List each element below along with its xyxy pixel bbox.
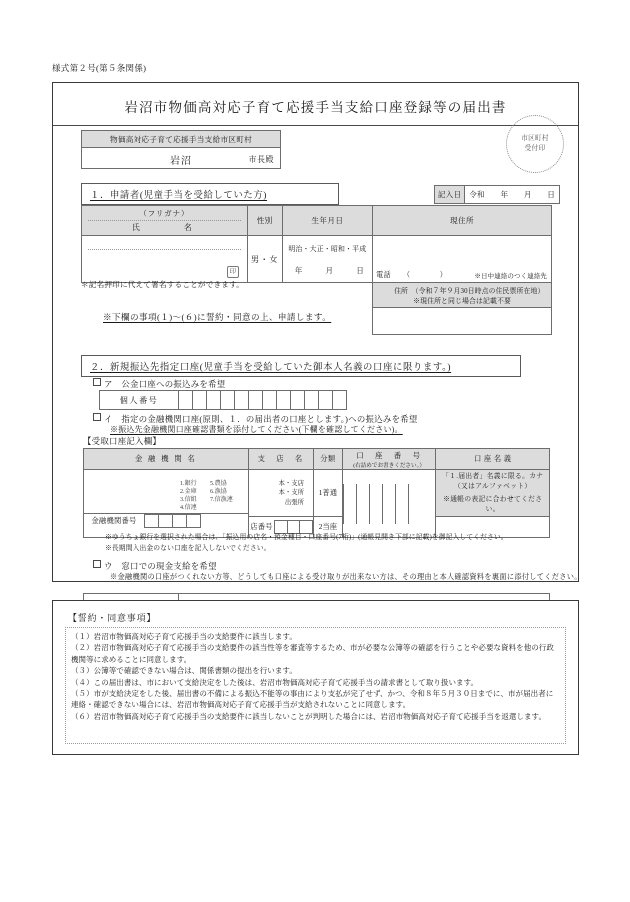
pledge-item: （５）市が支給決定をした後、届出書の不備による振込不能等の事由により支払が完了せず、かつ、令和８年５月３０日までに、市が届出者に連絡・確認できない場合には、岩沼市物価高対応子育て応援手当が支給されないことに同意します。 xyxy=(71,688,554,710)
checkbox-option-a[interactable] xyxy=(93,378,101,386)
gender-cell[interactable]: 男・女 xyxy=(247,236,282,283)
bank-name-cell[interactable] xyxy=(84,470,249,538)
mynumber-cell[interactable] xyxy=(291,391,305,410)
acct-digit[interactable] xyxy=(382,484,395,524)
seal-line2: 受付印 xyxy=(524,145,546,152)
acct-digit[interactable] xyxy=(343,484,356,524)
seal-mark-icon: 印 xyxy=(227,266,239,278)
acct-digit[interactable] xyxy=(356,484,369,524)
pledge-item: （６）岩沼市物価高対応子育て応援手当の支給要件に該当しないことが判明した場合には、岩沼市物価高対応子育て応援手当を返還します。 xyxy=(71,711,547,721)
branch-name-header: 支 店 名 xyxy=(248,449,313,470)
pledge-item: （３）公簿等で確認できない場合は、関係書類の提出を行います。 xyxy=(71,666,297,676)
bank-body-row-1 xyxy=(84,470,550,517)
main-form-box xyxy=(52,82,582,582)
section2-heading-text: ２．新規振込先指定口座(児童手当を受給していた御本人名義の口座に限ります。) xyxy=(90,363,452,373)
phone-row xyxy=(373,270,551,282)
applicant-input-row xyxy=(82,236,552,283)
receive-account-label: 【受取口座記入欄】 xyxy=(83,437,162,446)
section1-heading-text: １．申請者(児童手当を受給していた方) xyxy=(90,191,268,201)
bank-kind: 5.農協 xyxy=(210,480,227,487)
seal-line1: 市区町村 xyxy=(521,135,549,143)
municipality-block xyxy=(81,130,281,169)
branch-type-3: 出張所 xyxy=(284,498,305,506)
acct-digit[interactable] xyxy=(395,484,408,524)
account-no-cell[interactable] xyxy=(342,470,436,538)
bank-kind-list xyxy=(180,480,248,513)
mynumber-cell[interactable] xyxy=(249,391,263,410)
birth-eras: 明治・大正・昭和・平成 xyxy=(288,246,367,253)
name-header-cell xyxy=(82,206,248,236)
branch-no-label: 店番号 xyxy=(250,522,273,532)
municipality-header: 物価高対応子育て応援手当支給市区町村 xyxy=(82,131,280,148)
applicant-header-row xyxy=(82,206,552,236)
bank-kind: 2.金庫 xyxy=(180,488,197,495)
mynumber-cell[interactable] xyxy=(221,391,235,410)
pledge-heading: 【誓約・同意事項】 xyxy=(68,613,157,623)
name-dotline xyxy=(88,249,241,250)
bank-note-2: ※長期間入出金のない口座を記入しないでください。 xyxy=(105,544,271,552)
pledge-items xyxy=(65,627,566,744)
account-no-header xyxy=(342,449,436,470)
bank-name-input[interactable] xyxy=(84,480,180,513)
birth-header: 生年月日 xyxy=(282,206,372,236)
name-label: 氏 名 xyxy=(131,223,197,232)
pledge-agreement-line: ※下欄の事項(１)～(６)に誓約・同意の上、申請します。 xyxy=(103,312,332,322)
bank-kind: 1.銀行 xyxy=(180,480,197,487)
acct-digit[interactable] xyxy=(369,484,382,524)
phone-label: 電話 xyxy=(376,271,391,279)
fin-no-row xyxy=(84,513,248,528)
section2-heading xyxy=(81,355,521,377)
prev-address-cell xyxy=(373,283,552,308)
mynumber-cell[interactable] xyxy=(305,391,319,410)
municipality-name: 岩沼 xyxy=(170,156,192,167)
deposit-type-touza[interactable]: 2当座 xyxy=(314,517,343,538)
pledge-item: （１）岩沼市物価高対応子育て応援手当の支給要件に該当します。 xyxy=(71,632,297,641)
seal-substitute-note: ＊記名押印に代えて署名することができます。 xyxy=(81,280,245,289)
fin-no-cell[interactable] xyxy=(173,514,187,527)
mynumber-cell[interactable] xyxy=(319,391,333,410)
entry-date-value[interactable]: 令和 年 月 日 xyxy=(469,190,555,199)
checkbox-option-b[interactable] xyxy=(93,413,101,421)
account-name-note1: 「１.届出者」名義に限る。カナ（又はアルファベット） xyxy=(442,472,544,490)
account-no-subtitle: (右詰めでお書きください。） xyxy=(353,462,425,469)
bank-header-row xyxy=(84,449,550,470)
pledge-item: （２）岩沼市物価高対応子育て応援手当の支給要件の該当性等を審査等するため、市が必要な公簿等の確認を行うことや必要な資料を他の行政機関等に求めることに同意します。 xyxy=(71,643,554,664)
bank-kind: 3.信組 xyxy=(180,497,197,504)
branch-type-2: 本・支所 xyxy=(278,489,305,497)
bank-kind: 6.漁協 xyxy=(210,488,227,495)
prev-address-line1: 住所 （令和７年９月30日時点の住民票所在地） xyxy=(394,288,545,295)
mynumber-row xyxy=(100,391,347,410)
checkbox-option-c[interactable] xyxy=(93,560,101,568)
account-name-note xyxy=(436,470,550,517)
mynumber-cell[interactable] xyxy=(207,391,221,410)
option-b-label: イ 指定の金融機関口座(原則、１．の届出者の口座とします。)への振込みを希望 xyxy=(104,415,418,424)
mynumber-label: 個人番号 xyxy=(100,391,179,410)
mynumber-cell[interactable] xyxy=(193,391,207,410)
bank-account-table xyxy=(83,448,550,538)
birth-cell[interactable] xyxy=(282,236,372,283)
mynumber-table xyxy=(99,390,347,410)
prev-address-input[interactable] xyxy=(373,308,552,335)
form-number: 様式第２号(第５条関係) xyxy=(52,63,147,73)
fin-no-cell[interactable] xyxy=(187,514,201,527)
option-c[interactable] xyxy=(93,560,217,572)
gender-header: 性別 xyxy=(247,206,282,236)
phone-note: ※日中連絡のつく連絡先 xyxy=(474,273,547,280)
deposit-type-header: 分類 xyxy=(314,449,343,470)
fin-no-cell[interactable] xyxy=(159,514,173,527)
page-title: 岩沼市物価高対応子育て応援手当支給口座登録等の届出書 xyxy=(124,100,507,115)
mynumber-cell[interactable] xyxy=(235,391,249,410)
bank-notes xyxy=(105,533,508,555)
entry-date-label: 記入日 xyxy=(435,186,465,203)
prev-address-line2: ※現住所と同じ場合は記載不要 xyxy=(413,298,511,305)
account-name-header: 口 座 名 義 xyxy=(436,449,550,470)
option-b-note: ※振込先金融機関口座確認書類を添付してください(下欄を確認してください)。 xyxy=(110,425,403,434)
name-input-cell[interactable] xyxy=(82,236,248,283)
receipt-seal-icon xyxy=(506,115,564,173)
deposit-type-futsu[interactable]: 1普通 xyxy=(314,470,343,517)
bank-note-1: ※ゆうちょ銀行を選択された場合は、「振込用の店名・預金種目・口座番号(7桁)」(通帳見開き下部に記載)を御記入してください。 xyxy=(105,534,508,541)
address-header: 現住所 xyxy=(373,206,552,236)
pledge-box xyxy=(52,600,579,755)
branch-no-cell-box[interactable] xyxy=(300,521,313,534)
bank-kind: 7.信漁連 xyxy=(210,497,233,504)
phone-blank: （ ） xyxy=(402,271,448,279)
acct-digit[interactable] xyxy=(408,484,421,524)
section1-heading xyxy=(81,183,339,205)
pledge-item: （４）この届出書は、市において支給決定をした後は、岩沼市物価高対応子育て応援手当の請求書として取り扱います。 xyxy=(71,677,479,687)
entry-date-box xyxy=(434,185,560,204)
fin-no-label: 金融機関番号 xyxy=(91,515,137,525)
address-cell[interactable] xyxy=(373,236,552,283)
municipality-body xyxy=(82,148,280,168)
fin-no-spacer xyxy=(201,514,248,527)
option-a[interactable] xyxy=(93,378,225,390)
fin-no-cell[interactable] xyxy=(145,514,159,527)
branch-no-cell-box[interactable] xyxy=(287,521,300,534)
mynumber-cell[interactable] xyxy=(263,391,277,410)
furigana-label: （フリガナ） xyxy=(139,209,190,218)
mynumber-cell[interactable] xyxy=(179,391,193,410)
account-name-note2: ※通帳の表記に合わせてください。 xyxy=(443,495,543,513)
bank-kind: 4.信連 xyxy=(180,505,197,512)
mynumber-cell[interactable] xyxy=(277,391,291,410)
bank-name-header: 金 融 機 関 名 xyxy=(84,449,249,470)
acct-digit[interactable] xyxy=(421,484,436,524)
branch-name-cell[interactable] xyxy=(248,470,313,517)
option-c-note: ※金融機関の口座がつくれない方等、どうしても口座による受け取りが出来ない方は、その理由と本人確認資料を裏面に添付してください。 xyxy=(110,573,582,581)
title-divider xyxy=(53,125,578,126)
branch-type-1: 本・支店 xyxy=(278,479,305,487)
mynumber-cell[interactable] xyxy=(333,391,347,410)
option-a-label: ア 公金口座への振込みを希望 xyxy=(104,380,226,389)
option-c-label: ウ 窓口での現金支給を希望 xyxy=(104,562,217,571)
account-no-title: 口 座 番 号 xyxy=(356,450,422,460)
branch-no-cell-box[interactable] xyxy=(275,521,288,534)
birth-blank: 年 月 日 xyxy=(294,266,365,275)
municipality-suffix: 市長殿 xyxy=(248,155,274,164)
